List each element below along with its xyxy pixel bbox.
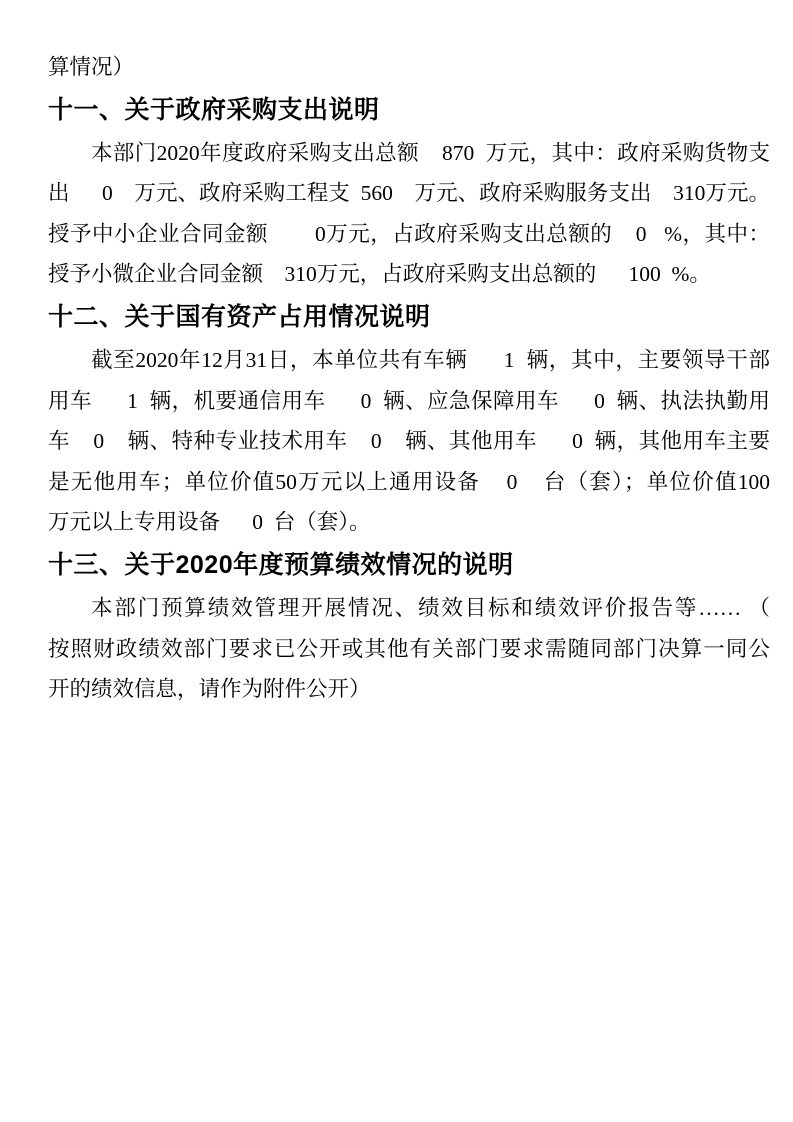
continuation-line: 算情况） [48, 55, 135, 79]
procurement-paragraph-line-1: 本部门2020年度政府采购支出总额 870 万元，其中：政府采购货物支 [91, 140, 770, 165]
performance-paragraph-line-2: 按照财政绩效部门要求已公开或其他有关部门要求需随同部门决算一同公 [48, 636, 770, 661]
assets-paragraph-line-3: 车 0 辆、特种专业技术用车 0 辆、其他用车 0 辆，其他用车主要 [48, 429, 770, 454]
section-12-state-assets [48, 295, 770, 543]
performance-paragraph-line-1: 本部门预算绩效管理开展情况、绩效目标和绩效评价报告等…… （ [91, 595, 770, 620]
section-11-government-procurement [48, 88, 770, 295]
procurement-paragraph-line-2: 出 0 万元、政府采购工程支 560 万元、政府采购服务支出 310万元。 [48, 181, 770, 206]
section-11-heading: 十一、关于政府采购支出说明 [48, 95, 380, 124]
assets-paragraph-line-2: 用车 1 辆，机要通信用车 0 辆、应急保障用车 0 辆、执法执勤用 [48, 388, 770, 413]
procurement-paragraph-line-4: 授予小微企业合同金额 310万元，占政府采购支出总额的 100 %。 [48, 262, 711, 287]
section-12-heading: 十二、关于国有资产占用情况说明 [48, 302, 431, 331]
section-continuation [48, 47, 770, 88]
assets-paragraph-line-1: 截至2020年12月31日，本单位共有车辆 1 辆，其中，主要领导干部 [91, 347, 770, 372]
section-13-budget-performance [48, 543, 770, 710]
section-13-heading: 十三、关于2020年度预算绩效情况的说明 [48, 550, 514, 579]
procurement-paragraph-line-3: 授予中小企业合同金额 0万元，占政府采购支出总额的 0 %，其中： [48, 221, 770, 246]
assets-paragraph-line-4: 是无他用车；单位价值50万元以上通用设备 0 台（套）；单位价值100 [48, 469, 770, 494]
assets-paragraph-line-5: 万元以上专用设备 0 台（套）。 [48, 510, 371, 535]
performance-paragraph-line-3: 开的绩效信息，请作为附件公开） [48, 677, 371, 702]
